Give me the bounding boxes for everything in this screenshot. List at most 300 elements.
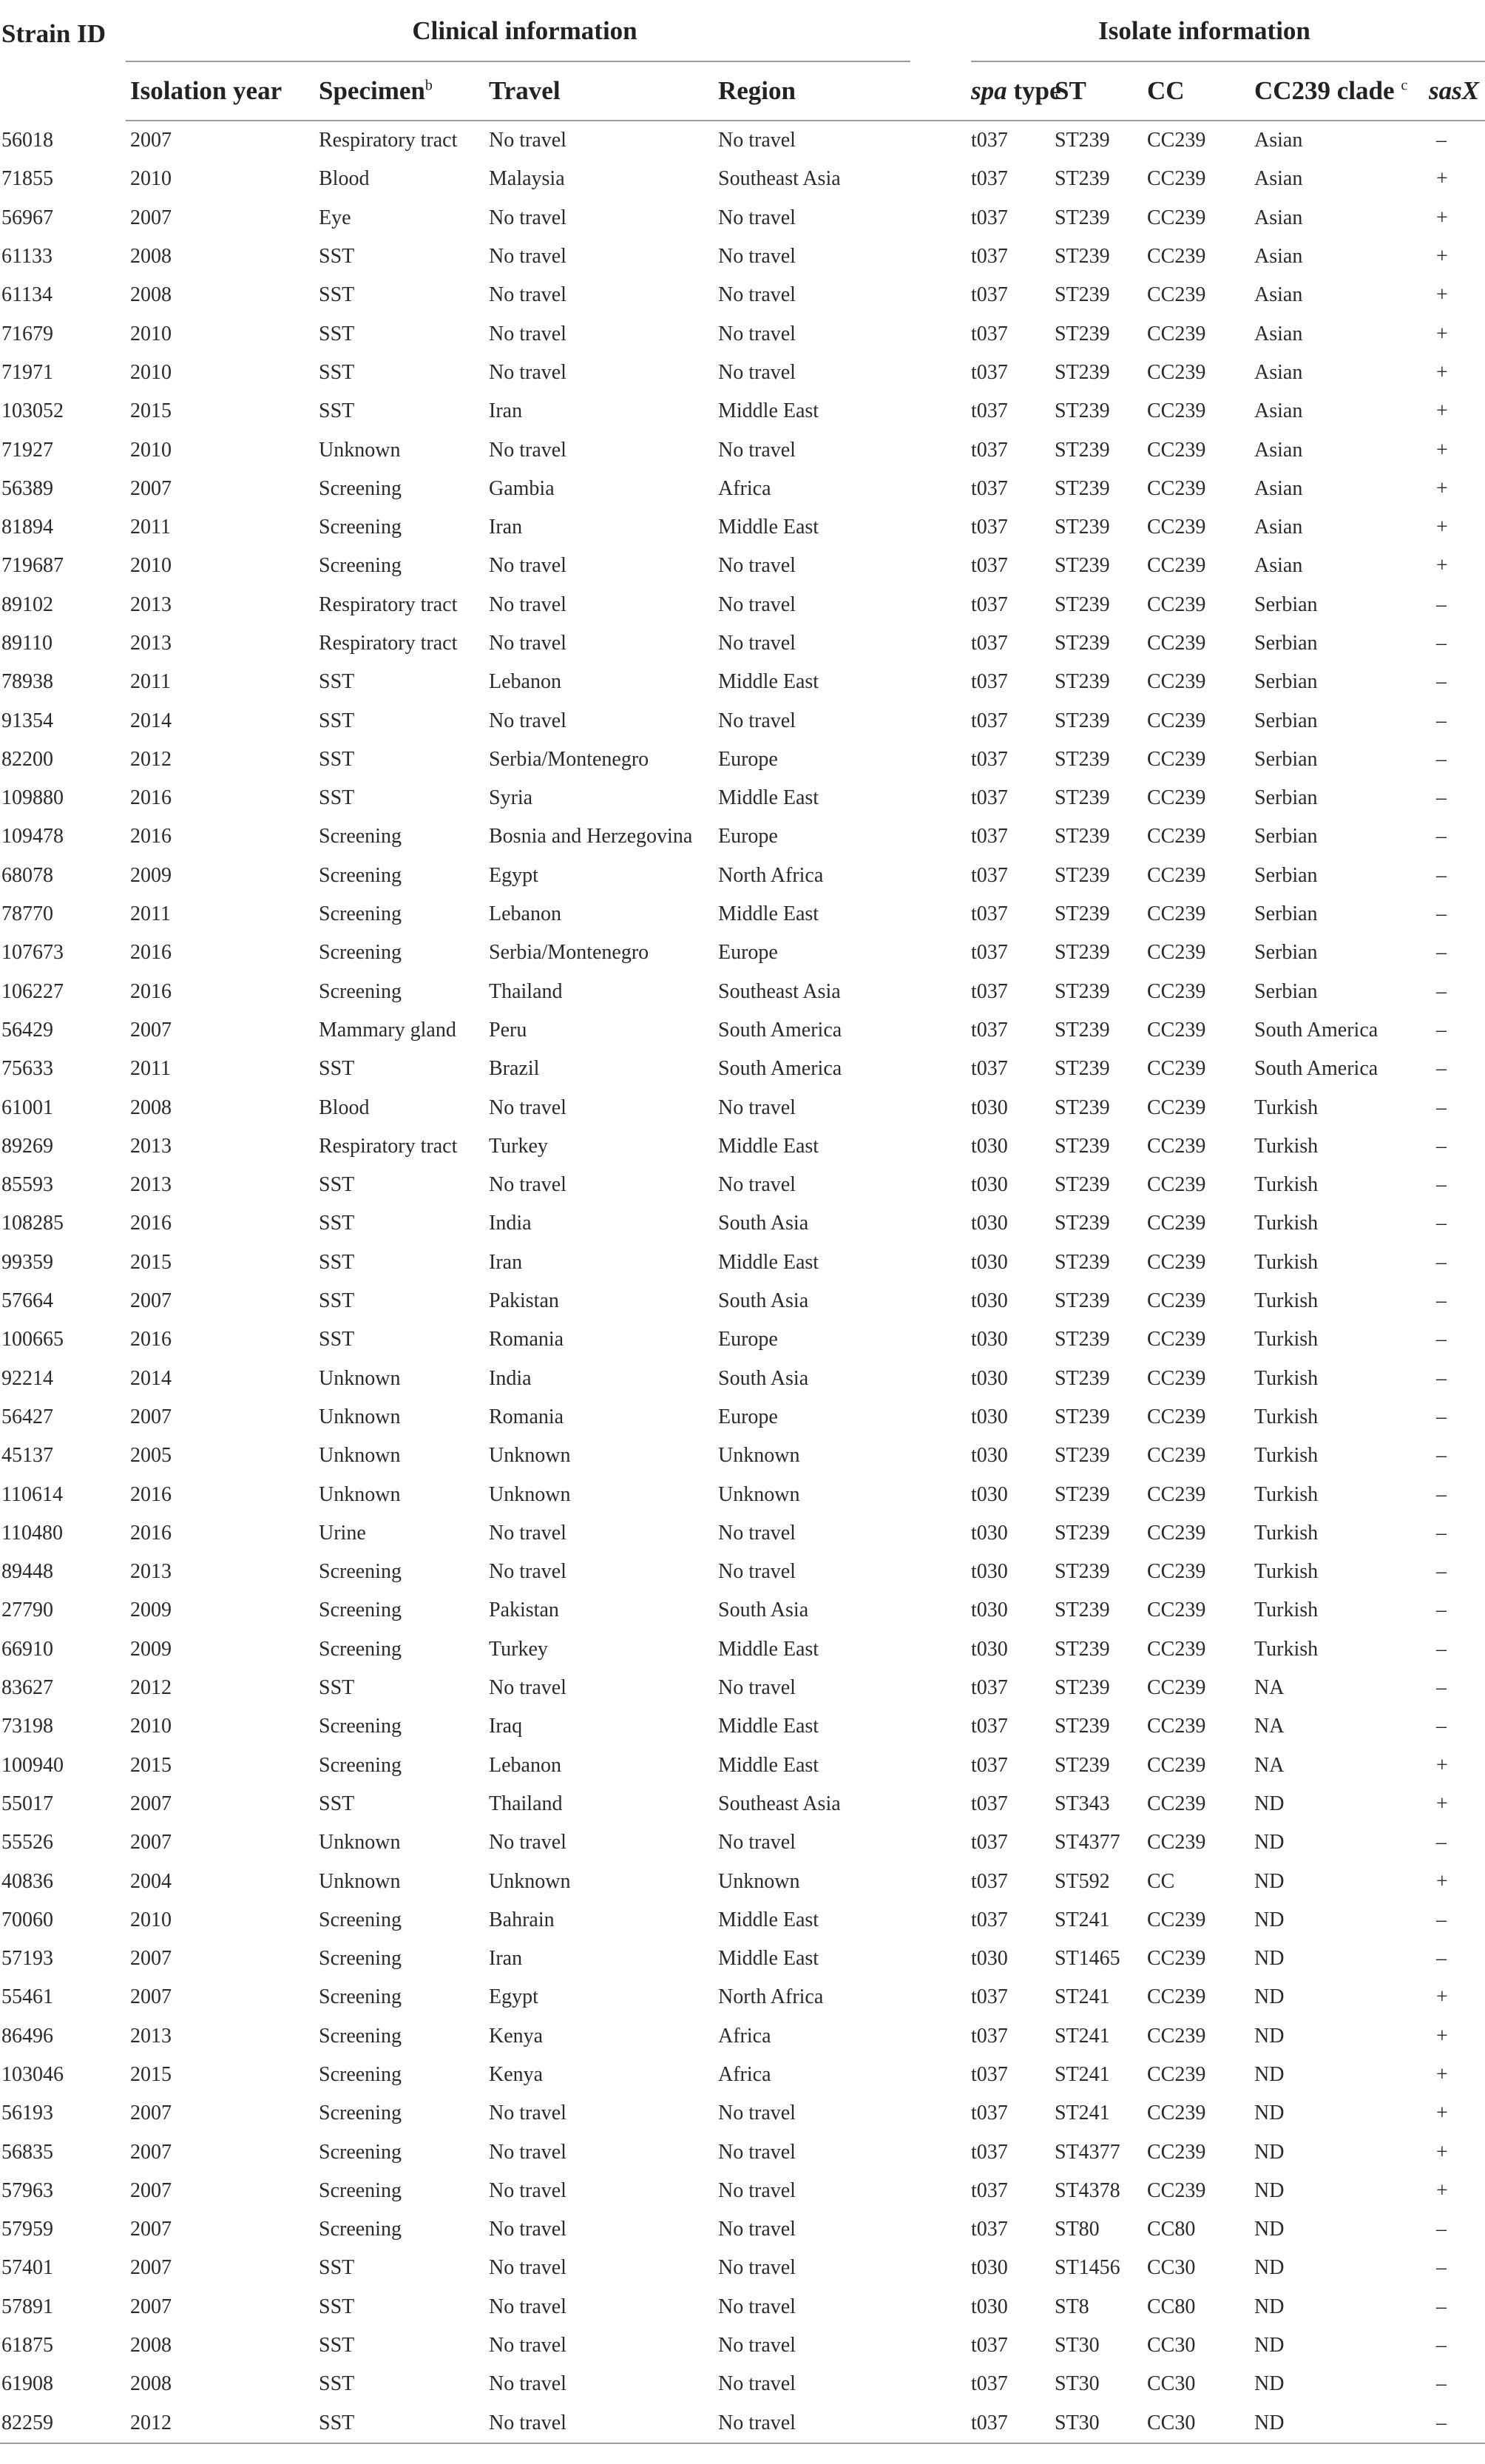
cell-st: ST239 [1055,1250,1110,1274]
cell-spa-type: t037 [971,1676,1008,1700]
cell-travel: Iran [489,1947,523,1971]
cell-travel: No travel [489,1173,566,1197]
cell-isolation-year: 2007 [130,2140,172,2164]
header-cc: CC [1143,62,1250,121]
cell-sasx: + [1436,399,1448,423]
cell-st: ST239 [1055,902,1110,926]
cell-cc239-clade: ND [1254,2372,1285,2396]
header-region: Region [714,62,921,121]
cell-cc: CC239 [1147,670,1206,694]
table-row [0,2172,1485,2210]
table-row [0,1475,1485,1513]
cell-cc: CC239 [1147,2024,1206,2048]
cell-cc239-clade: Asian [1254,438,1303,462]
cell-strain-id: 61875 [1,2334,53,2357]
cell-sasx: + [1436,283,1448,307]
table-row [0,2288,1485,2326]
cell-strain-id: 55461 [1,1985,53,2009]
cell-st: ST239 [1055,863,1110,887]
footnote-c: c [1401,77,1408,94]
cell-isolation-year: 2014 [130,709,172,732]
cell-region: Middle East [718,1947,819,1971]
cell-st: ST239 [1055,941,1110,965]
cell-region: South Asia [718,1212,809,1235]
cell-spa-type: t030 [971,2295,1008,2318]
cell-travel: Kenya [489,2062,544,2086]
cell-region: No travel [718,2140,796,2164]
cell-travel: No travel [489,2218,566,2241]
cell-sasx: – [1436,1134,1447,1158]
cell-st: ST239 [1055,670,1110,694]
cell-sasx: – [1436,979,1447,1003]
cell-specimen: Unknown [319,438,401,462]
cell-sasx: + [1436,245,1448,269]
table-row [0,1514,1485,1553]
cell-strain-id: 71679 [1,322,53,345]
table-row [0,314,1485,353]
cell-cc: CC239 [1147,1096,1206,1119]
cell-spa-type: t037 [971,1792,1008,1815]
cell-isolation-year: 2007 [130,1792,172,1815]
cell-cc239-clade: ND [1254,2334,1285,2357]
cell-spa-type: t037 [971,476,1008,500]
cell-specimen: Screening [319,554,402,578]
cell-spa-type: t037 [921,2404,1050,2443]
cell-specimen: Screening [319,1908,402,1931]
table-row [0,470,1485,508]
cell-specimen: Screening [319,1715,402,1738]
cell-travel: Iran [489,516,523,539]
cell-st: ST239 [1055,322,1110,345]
cell-isolation-year: 2008 [130,245,172,269]
cell-region: Africa [718,2024,771,2048]
cell-region: No travel [718,554,796,578]
cell-sasx: – [1436,1173,1447,1197]
cell-st: ST239 [1055,283,1110,307]
table-row [0,973,1485,1011]
table-row [0,1940,1485,1978]
cell-isolation-year: 2010 [130,1908,172,1931]
cell-cc: CC239 [1147,206,1206,229]
cell-sasx: – [1436,2218,1447,2241]
cell-sasx: – [1436,1560,1447,1584]
cell-strain-id: 78938 [1,670,53,694]
cell-cc: CC239 [1147,1715,1206,1738]
cell-spa-type: t037 [971,2024,1008,2048]
cell-spa-type: t030 [971,1328,1008,1351]
cell-strain-id: 55526 [1,1831,53,1854]
table-row [0,2094,1485,2133]
cell-cc239-clade: Serbian [1254,747,1318,771]
cell-isolation-year: 2004 [130,1869,172,1893]
cell-spa-type: t037 [971,554,1008,578]
table-row [0,2133,1485,2171]
cell-sasx: – [1436,1444,1447,1468]
cell-st: ST239 [1055,1715,1110,1738]
cell-specimen: Mammary gland [319,1018,456,1042]
cell-specimen: Blood [319,167,370,191]
cell-sasx: – [1436,1212,1447,1235]
cell-strain-id: 99359 [1,1250,53,1274]
cell-isolation-year: 2013 [130,1560,172,1584]
cell-isolation-year: 2007 [130,1831,172,1854]
cell-region: Middle East [718,516,819,539]
cell-region: Middle East [718,1753,819,1777]
cell-cc239-clade: Serbian [1254,863,1318,887]
cell-sasx: + [1436,554,1448,578]
cell-travel: Peru [489,1018,527,1042]
cell-region: South Asia [718,1366,809,1390]
cell-spa-type: t037 [971,360,1008,384]
cell-sasx: – [1436,1599,1447,1622]
cell-specimen: Screening [319,902,402,926]
cell-cc: CC239 [1147,1947,1206,1971]
cell-strain-id: 56835 [1,2140,53,2164]
cell-strain-id: 108285 [1,1212,64,1235]
header-isolation-year: Isolation year [126,62,314,121]
cell-cc239-clade: ND [1254,2295,1285,2318]
cell-cc239-clade: ND [1254,2102,1285,2125]
cell-spa-type: t037 [971,979,1008,1003]
cell-region: Middle East [718,670,819,694]
table-row [0,1591,1485,1630]
table-row [0,237,1485,276]
table-row [0,701,1485,740]
header-strain-id: Strain ID [1,19,106,48]
cell-travel: Iran [489,1250,523,1274]
cell-spa-type: t037 [971,709,1008,732]
cell-isolation-year: 2007 [130,2295,172,2318]
cell-strain-id: 73198 [1,1715,53,1738]
cell-st: ST8 [1055,2295,1089,2318]
table-row [0,1901,1485,1940]
cell-strain-id: 86496 [1,2024,53,2048]
cell-region: No travel [718,322,796,345]
cell-sasx: – [1436,1057,1447,1081]
cell-strain-id: 719687 [1,554,64,578]
cell-isolation-year: 2007 [130,2178,172,2202]
cell-spa-type: t030 [971,1405,1008,1428]
cell-cc: CC239 [1147,1250,1206,1274]
cell-region: Middle East [718,1715,819,1738]
cell-spa-type: t030 [971,1444,1008,1468]
cell-sasx: – [1436,1096,1447,1119]
cell-spa-type: t030 [971,1096,1008,1119]
cell-isolation-year: 2016 [130,979,172,1003]
cell-strain-id: 70060 [1,1908,53,1931]
cell-sasx: + [1436,476,1448,500]
cell-strain-id: 61908 [1,2372,53,2396]
cell-cc239-clade: ND [1254,2024,1285,2048]
cell-cc239-clade: ND [1254,1908,1285,1931]
cell-sasx: – [1436,1482,1447,1506]
cell-specimen: Respiratory tract [319,593,458,616]
cell-st: ST239 [1055,245,1110,269]
cell-isolation-year: 2007 [130,2102,172,2125]
cell-cc: CC239 [1147,941,1206,965]
cell-strain-id: 56389 [1,476,53,500]
cell-isolation-year: 2007 [130,476,172,500]
cell-specimen: Screening [319,476,402,500]
cell-spa-type: t030 [971,1366,1008,1390]
cell-spa-type: t030 [971,1521,1008,1545]
cell-cc239-clade: Turkish [1254,1637,1319,1661]
table-row [0,1553,1485,1591]
cell-travel: No travel [489,283,566,307]
table-row [0,740,1485,779]
cell-strain-id: 56018 [1,128,53,152]
cell-isolation-year: 2011 [130,902,171,926]
cell-specimen: Screening [319,2024,402,2048]
table-row [0,624,1485,663]
cell-spa-type: t037 [971,516,1008,539]
cell-cc: CC30 [1143,2404,1250,2443]
cell-spa-type: t037 [971,632,1008,655]
cell-spa-type: t037 [971,399,1008,423]
cell-spa-type: t037 [971,245,1008,269]
cell-cc: CC239 [1147,1289,1206,1313]
cell-strain-id: 55017 [1,1792,53,1815]
cell-cc: CC239 [1147,863,1206,887]
cell-travel: Romania [489,1328,564,1351]
cell-st: ST239 [1055,786,1110,810]
cell-spa-type: t037 [971,670,1008,694]
cell-region: No travel [718,2102,796,2125]
cell-cc239-clade: ND [1254,1792,1285,1815]
cell-isolation-year: 2011 [130,516,171,539]
cell-travel: No travel [489,593,566,616]
table-row [0,392,1485,431]
cell-st: ST239 [1055,1560,1110,1584]
cell-sasx: – [1436,747,1447,771]
cell-spa-type: t030 [971,1599,1008,1622]
cell-st: ST239 [1055,709,1110,732]
cell-isolation-year: 2008 [130,2372,172,2396]
cell-strain-id: 57959 [1,2218,53,2241]
cell-specimen: Unknown [319,1869,401,1893]
table-row [0,1630,1485,1669]
cell-st: ST592 [1055,1869,1110,1893]
cell-isolation-year: 2011 [130,670,171,694]
cell-specimen: Respiratory tract [319,129,458,152]
cell-cc239-clade: ND [1254,2140,1285,2164]
cell-specimen: Respiratory tract [319,632,458,655]
cell-region: Middle East [718,1134,819,1158]
table-row [0,431,1485,469]
cell-cc: CC239 [1147,1405,1206,1428]
cell-cc: CC239 [1147,1521,1206,1545]
cell-cc239-clade: Turkish [1254,1212,1319,1235]
cell-strain-id: 110614 [1,1482,63,1506]
cell-travel: No travel [489,206,566,229]
cell-st: ST239 [1055,129,1110,152]
cell-travel: Romania [489,1405,564,1428]
cell-spa-type: t030 [971,1212,1008,1235]
cell-travel: Serbia/Montenegro [489,941,649,965]
cell-travel: Lebanon [489,1753,561,1777]
cell-st: ST30 [1055,2334,1100,2357]
cell-travel: No travel [484,2404,714,2443]
cell-cc239-clade: Asian [1254,283,1303,307]
cell-travel: No travel [489,360,566,384]
cell-cc: CC239 [1147,2062,1206,2086]
cell-region: Africa [718,476,771,500]
cell-spa-type: t030 [971,1560,1008,1584]
cell-strain-id: 82259 [0,2404,126,2443]
cell-sasx: – [1436,2334,1447,2357]
cell-sasx: – [1436,1715,1447,1738]
cell-st: ST239 [1055,438,1110,462]
table-row [0,2017,1485,2056]
table-row [0,199,1485,237]
cell-specimen: Screening [319,1637,402,1661]
cell-region: No travel [718,709,796,732]
cell-cc: CC30 [1147,2334,1196,2357]
cell-specimen: SST [319,786,355,810]
cell-cc239-clade: Asian [1254,322,1303,345]
cell-strain-id: 81894 [1,516,53,539]
cell-specimen: Unknown [319,1444,401,1468]
cell-specimen: SST [319,709,355,732]
table-row [0,1088,1485,1127]
cell-strain-id: 100665 [1,1328,64,1351]
table-row [0,857,1485,895]
cell-cc239-clade: ND [1254,1869,1285,1893]
cell-spa-type: t037 [971,167,1008,191]
cell-specimen: SST [319,2295,355,2318]
cell-cc: CC239 [1147,1134,1206,1158]
cell-region: South Asia [718,1599,809,1622]
cell-cc239-clade: Asian [1254,206,1303,229]
cell-cc239-clade: ND [1254,2218,1285,2241]
cell-cc239-clade: Turkish [1254,1560,1319,1584]
cell-isolation-year: 2007 [130,1289,172,1313]
cell-isolation-year: 2007 [130,1985,172,2009]
cell-sasx: – [1436,129,1447,152]
table-row [0,817,1485,856]
cell-specimen: Screening [319,825,402,848]
cell-st: ST4377 [1055,2140,1120,2164]
table-row [0,779,1485,817]
cell-cc239-clade: Asian [1254,360,1303,384]
cell-region: Middle East [718,902,819,926]
cell-isolation-year: 2010 [130,322,172,345]
cell-travel: Brazil [489,1057,540,1081]
table-row [0,1282,1485,1320]
cell-specimen: SST [319,1289,355,1313]
cell-cc239-clade: Turkish [1254,1134,1319,1158]
cell-strain-id: 57664 [1,1289,53,1313]
cell-travel: Lebanon [489,902,561,926]
table-row [0,1978,1485,2016]
cell-isolation-year: 2014 [130,1366,172,1390]
table-row [0,1669,1485,1707]
cell-sasx: – [1436,1908,1447,1931]
cell-strain-id: 61134 [1,283,53,307]
table-row [0,2249,1485,2287]
cell-isolation-year: 2016 [130,786,172,810]
cell-sasx: + [1436,2178,1448,2202]
cell-st: ST239 [1055,1366,1110,1390]
cell-cc239-clade: Turkish [1254,1096,1319,1119]
cell-specimen: Unknown [319,1482,401,1506]
cell-strain-id: 71971 [1,360,53,384]
cell-travel: No travel [489,632,566,655]
cell-st: ST241 [1055,2102,1110,2125]
header-st: ST [1050,62,1143,121]
table-row [0,2056,1485,2094]
cell-st: ST241 [1055,1985,1110,2009]
cell-isolation-year: 2010 [130,438,172,462]
cell-sasx: – [1436,786,1447,810]
cell-travel: No travel [489,1831,566,1854]
cell-region: No travel [718,2334,796,2357]
cell-isolation-year: 2009 [130,863,172,887]
cell-isolation-year: 2010 [130,1715,172,1738]
cell-strain-id: 27790 [1,1599,53,1622]
cell-specimen: SST [319,670,355,694]
cell-cc239-clade: Asian [1254,399,1303,423]
table-row [0,1127,1485,1166]
cell-cc239-clade: Turkish [1254,1173,1319,1197]
cell-travel: Malaysia [489,167,565,191]
cell-specimen: SST [319,1676,355,1700]
cell-cc239-clade: ND [1254,2178,1285,2202]
cell-sasx: – [1436,1637,1447,1661]
cell-sasx: – [1436,1521,1447,1545]
cell-cc: CC239 [1147,438,1206,462]
cell-isolation-year: 2015 [130,399,172,423]
cell-strain-id: 57891 [1,2295,53,2318]
cell-cc239-clade: Turkish [1254,1444,1319,1468]
cell-specimen: SST [319,1792,355,1815]
cell-cc: CC239 [1147,476,1206,500]
cell-region: North Africa [718,1985,824,2009]
cell-region: No travel [718,1676,796,1700]
cell-cc239-clade: Asian [1254,554,1303,578]
cell-cc239-clade: Serbian [1254,786,1318,810]
table-row [0,508,1485,547]
cell-cc: CC239 [1147,979,1206,1003]
cell-region: No travel [718,2256,796,2280]
cell-region: Southeast Asia [718,979,841,1003]
cell-specimen: Blood [319,1096,370,1119]
header-sasx: sasX [1420,62,1485,121]
cell-sasx: – [1436,1366,1447,1390]
cell-spa-type: t037 [971,1869,1008,1893]
cell-cc: CC239 [1147,129,1206,152]
cell-cc239-clade: NA [1254,1753,1285,1777]
cell-sasx: + [1436,1792,1448,1815]
cell-cc: CC239 [1147,786,1206,810]
cell-st: ST241 [1055,1908,1110,1931]
cell-cc: CC239 [1147,1908,1206,1931]
cell-st: ST239 [1055,1173,1110,1197]
cell-isolation-year: 2007 [130,1947,172,1971]
cell-spa-type: t037 [971,863,1008,887]
cell-specimen: Screening [319,1985,402,2009]
cell-sasx: – [1436,825,1447,848]
cell-strain-id: 91354 [1,709,53,732]
cell-travel: Thailand [489,1792,563,1815]
cell-isolation-year: 2010 [130,167,172,191]
cell-specimen: Screening [319,979,402,1003]
cell-st: ST241 [1055,2024,1110,2048]
cell-specimen: SST [319,1057,355,1081]
cell-region: No travel [714,2404,921,2443]
cell-cc239-clade: Serbian [1254,825,1318,848]
cell-strain-id: 45137 [1,1444,53,1468]
